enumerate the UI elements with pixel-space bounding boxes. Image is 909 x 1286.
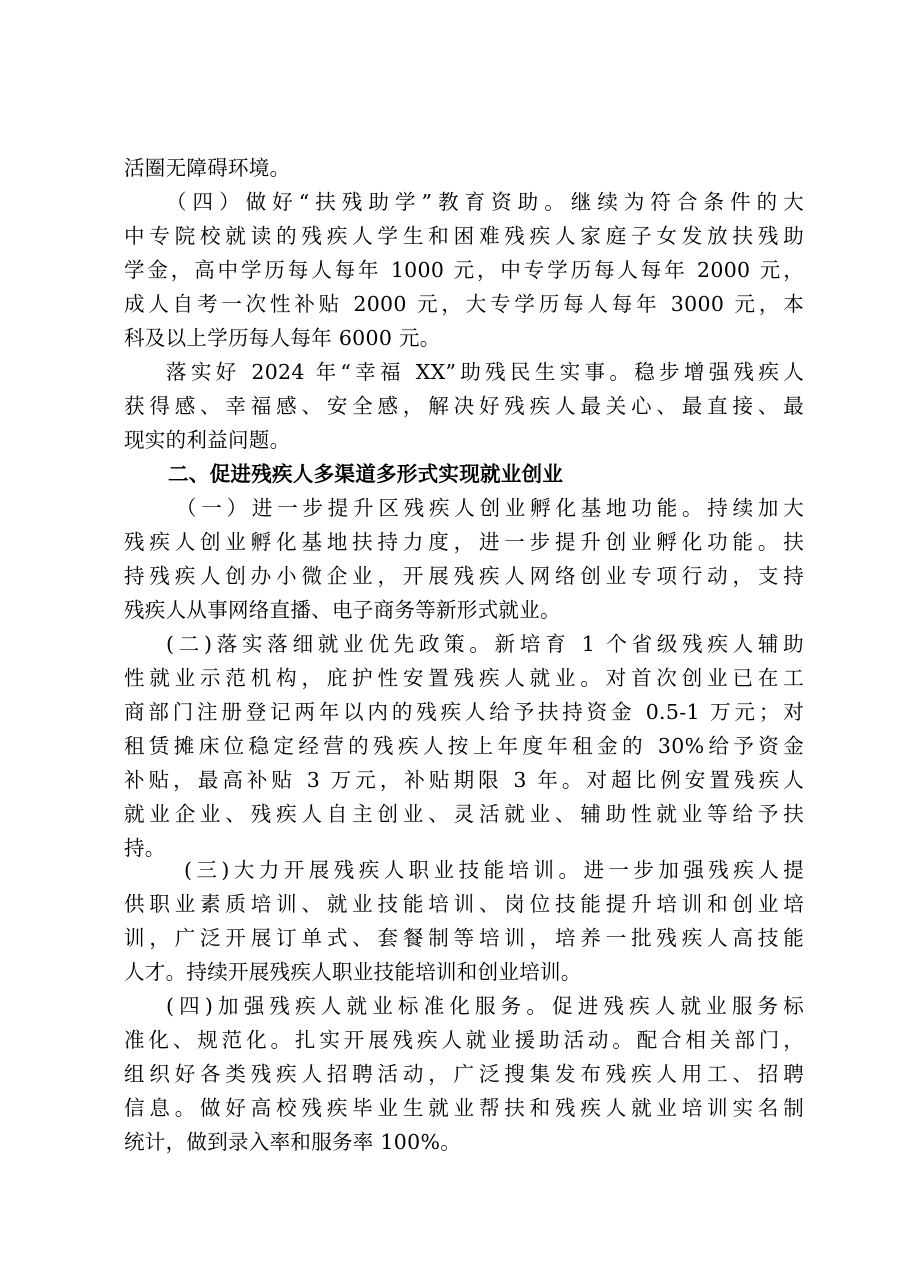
- text-line: 获得感、幸福感、安全感，解决好残疾人最关心、最直接、最: [124, 394, 804, 418]
- text-line: 训，广泛开展订单式、套餐制等培训，培养一批残疾人高技能: [124, 926, 804, 950]
- section-4-lead-line: （四）做好“扶残助学”教育资助。继续为符合条件的大: [166, 190, 804, 214]
- text-line: 成人自考一次性补贴 2000 元，大专学历每人每年 3000 元，本: [124, 292, 804, 316]
- text-line: 信息。做好高校残疾毕业生就业帮扶和残疾人就业培训实名制: [124, 1096, 804, 1120]
- section-heading: 二、促进残疾人多渠道多形式实现就业创业: [168, 462, 564, 486]
- text-line: 租赁摊床位稳定经营的残疾人按上年度年租金的 30%给予资金: [124, 734, 804, 758]
- subsection-3-lead-line: (三)大力开展残疾人职业技能培训。进一步加强残疾人提: [184, 858, 804, 882]
- text-line: 供职业素质培训、就业技能培训、岗位技能提升培训和创业培: [124, 892, 804, 916]
- text-line: 科及以上学历每人每年 6000 元。: [124, 326, 441, 350]
- text-line: 持残疾人创办小微企业，开展残疾人网络创业专项行动，支持: [124, 564, 804, 588]
- text-line: 中专院校就读的残疾人学生和困难残疾人家庭子女发放扶残助: [124, 224, 804, 248]
- text-line: 商部门注册登记两年以内的残疾人给予扶持资金 0.5-1 万元；对: [124, 700, 804, 724]
- text-line: 补贴，最高补贴 3 万元，补贴期限 3 年。对超比例安置残疾人: [124, 768, 804, 792]
- text-line: 现实的利益问题。: [124, 428, 291, 452]
- subsection-4-lead-line: (四)加强残疾人就业标准化服务。促进残疾人就业服务标: [166, 994, 804, 1018]
- paragraph-lead-line: 落实好 2024 年“幸福 XX”助残民生实事。稳步增强残疾人: [166, 360, 804, 384]
- text-line: 人才。持续开展残疾人职业技能培训和创业培训。: [124, 960, 582, 984]
- text-line: 准化、规范化。扎实开展残疾人就业援助活动。配合相关部门，: [124, 1028, 804, 1052]
- text-line: 组织好各类残疾人招聘活动，广泛搜集发布残疾人用工、招聘: [124, 1062, 804, 1086]
- text-line: 残疾人创业孵化基地扶持力度，进一步提升创业孵化功能。扶: [124, 530, 804, 554]
- text-line: 就业企业、残疾人自主创业、灵活就业、辅助性就业等给予扶: [124, 802, 804, 826]
- text-line: 性就业示范机构，庇护性安置残疾人就业。对首次创业已在工: [124, 666, 804, 690]
- text-line: 残疾人从事网络直播、电子商务等新形式就业。: [124, 598, 561, 622]
- subsection-1-lead-line: （一）进一步提升区残疾人创业孵化基地功能。持续加大: [176, 496, 804, 520]
- text-line: 活圈无障碍环境。: [124, 156, 291, 180]
- text-line: 统计，做到录入率和服务率 100%。: [124, 1130, 462, 1154]
- subsection-2-lead-line: (二)落实落细就业优先政策。新培育 1 个省级残疾人辅助: [166, 632, 804, 656]
- text-line: 学金，高中学历每人每年 1000 元，中专学历每人每年 2000 元，: [124, 258, 804, 282]
- text-line: 持。: [124, 836, 166, 860]
